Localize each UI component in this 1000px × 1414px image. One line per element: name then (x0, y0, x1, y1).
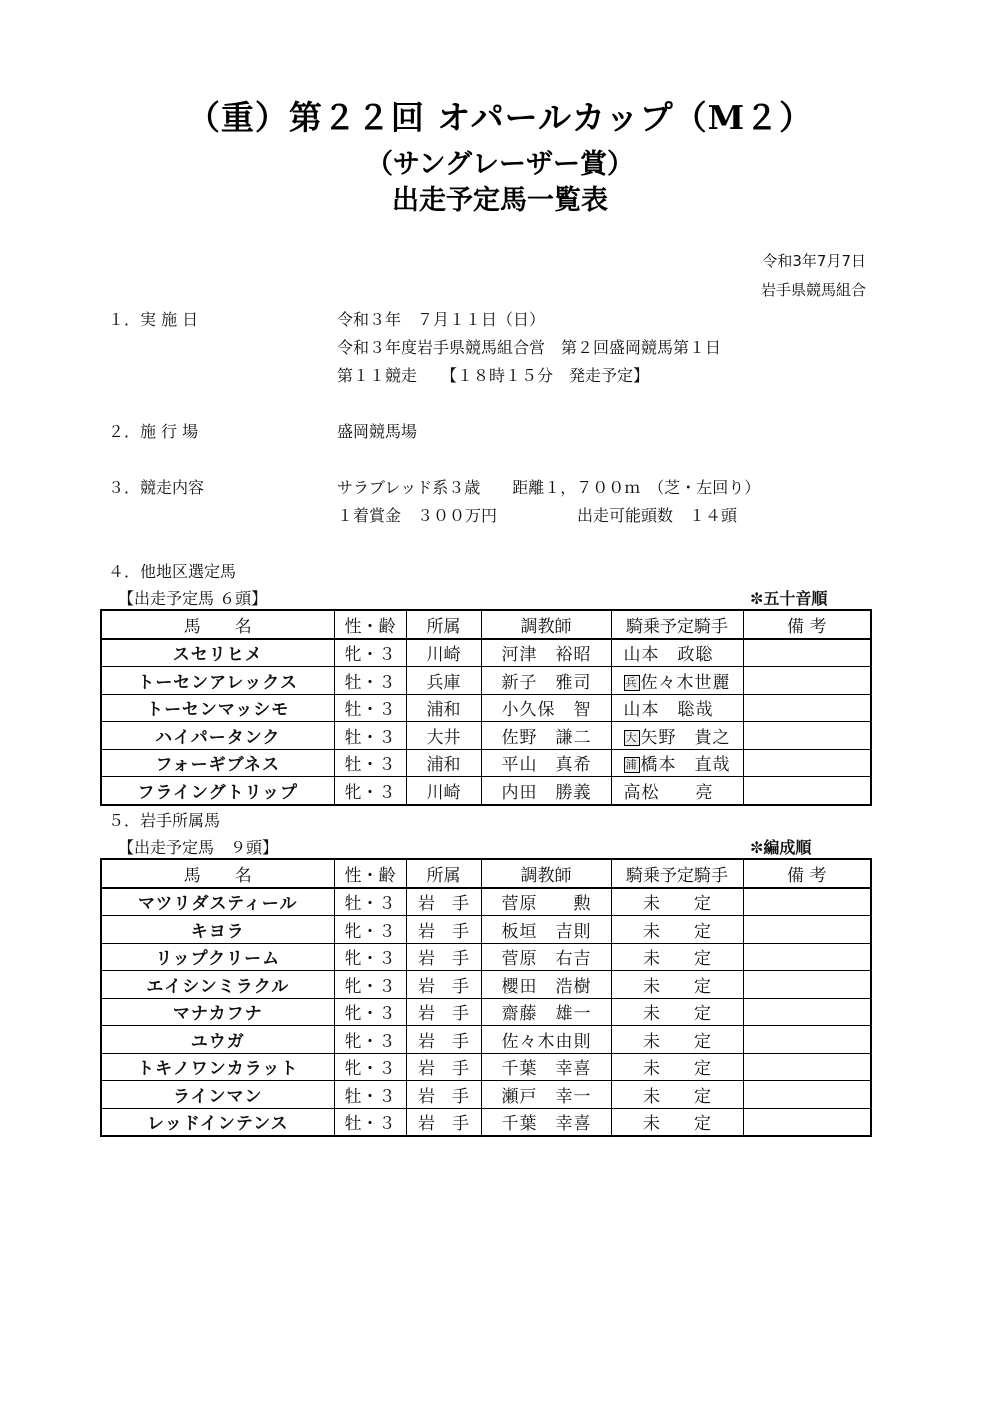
table-row (101, 888, 871, 916)
affiliation-cell: 岩 手 (406, 971, 481, 999)
horse-name-cell: フォーギブネス (101, 749, 334, 777)
column-header-affiliation: 所属 (406, 859, 481, 888)
jockey-cell: 未 定 (611, 1108, 743, 1136)
trainer-cell: 佐野 謙二 (481, 722, 611, 750)
item3-conditions: サラブレッド系３歳 距離１，７００ｍ （芝・左回り） (337, 478, 761, 497)
item1-meeting: 令和３年度岩手県競馬組合営 第２回盛岡競馬第１日 (337, 338, 722, 357)
section4-table (100, 609, 872, 806)
remarks-cell (743, 1053, 871, 1081)
affiliation-cell: 岩 手 (406, 943, 481, 971)
item2-label: ２．施 行 場 (108, 422, 199, 441)
horse-name-cell: エイシンミラクル (101, 971, 334, 999)
horse-name-cell: レッドインテンス (101, 1108, 334, 1136)
sex-age-cell: 牡・３ (334, 888, 406, 916)
table-row (101, 1108, 871, 1136)
trainer-cell: 佐々木由則 (481, 1026, 611, 1054)
jockey-cell: 未 定 (611, 998, 743, 1026)
issue-date: 令和3年7月7日 (762, 252, 866, 270)
organization: 岩手県競馬組合 (760, 281, 866, 299)
section4-label: ４．他地区選定馬 (108, 562, 237, 581)
jockey-affiliation-tag: 浦 (625, 758, 638, 772)
sex-age-cell: 牡・３ (334, 749, 406, 777)
remarks-cell (743, 667, 871, 695)
sex-age-cell: 牡・３ (334, 667, 406, 695)
sex-age-cell: 牡・３ (334, 722, 406, 750)
jockey-cell: 未 定 (611, 1026, 743, 1054)
remarks-cell (743, 777, 871, 805)
trainer-cell: 河津 裕昭 (481, 639, 611, 667)
horse-name-cell: トーセンアレックス (101, 667, 334, 695)
jockey-cell (611, 749, 743, 777)
column-header-horse: 馬 名 (101, 859, 334, 888)
horse-name-cell: マツリダスティール (101, 888, 334, 916)
column-header-trainer: 調教師 (481, 610, 611, 639)
sex-age-cell: 牝・３ (334, 943, 406, 971)
trainer-cell: 菅原 勲 (481, 888, 611, 916)
table-row (101, 1081, 871, 1109)
remarks-cell (743, 888, 871, 916)
sex-age-cell: 牝・３ (334, 971, 406, 999)
affiliation-cell: 岩 手 (406, 998, 481, 1026)
remarks-cell (743, 694, 871, 722)
section5-subheading: 【出走予定馬 ９頭】 (118, 838, 279, 857)
affiliation-cell: 兵庫 (406, 667, 481, 695)
column-header-remarks: 備 考 (743, 610, 871, 639)
jockey-cell: 未 定 (611, 888, 743, 916)
jockey-name: 橋本 直哉 (640, 755, 731, 776)
affiliation-cell: 浦和 (406, 749, 481, 777)
jockey-affiliation-tag: 兵 (625, 675, 638, 689)
horse-name-cell: ユウガ (101, 1026, 334, 1054)
item1-race-time: 第１１競走 【１８時１５分 発走予定】 (337, 366, 650, 385)
sex-age-cell: 牡・３ (334, 1081, 406, 1109)
sex-age-cell: 牝・３ (334, 1026, 406, 1054)
table-header-row (101, 859, 871, 888)
sex-age-cell: 牝・３ (334, 639, 406, 667)
remarks-cell (743, 916, 871, 944)
affiliation-cell: 岩 手 (406, 1026, 481, 1054)
horse-name-cell: ハイパータンク (101, 722, 334, 750)
jockey-cell: 未 定 (611, 1081, 743, 1109)
table-row (101, 916, 871, 944)
sex-age-cell: 牡・３ (334, 694, 406, 722)
column-header-trainer: 調教師 (481, 859, 611, 888)
remarks-cell (743, 639, 871, 667)
trainer-cell: 菅原 右吉 (481, 943, 611, 971)
remarks-cell (743, 1081, 871, 1109)
jockey-name: 矢野 貴之 (640, 727, 731, 748)
table-row (101, 971, 871, 999)
race-subtitle: （サングレーザー賞） (365, 149, 635, 180)
trainer-cell: 内田 勝義 (481, 777, 611, 805)
column-header-sex-age: 性・齢 (334, 610, 406, 639)
trainer-cell: 瀬戸 幸一 (481, 1081, 611, 1109)
sex-age-cell: 牝・３ (334, 1053, 406, 1081)
remarks-cell (743, 943, 871, 971)
sex-age-cell: 牝・３ (334, 998, 406, 1026)
table-row (101, 694, 871, 722)
jockey-cell: 未 定 (611, 943, 743, 971)
column-header-jockey: 騎乗予定騎手 (611, 859, 743, 888)
affiliation-cell: 岩 手 (406, 916, 481, 944)
remarks-cell (743, 1108, 871, 1136)
trainer-cell: 新子 雅司 (481, 667, 611, 695)
affiliation-cell: 川崎 (406, 639, 481, 667)
table-row (101, 998, 871, 1026)
trainer-cell: 千葉 幸喜 (481, 1108, 611, 1136)
remarks-cell (743, 749, 871, 777)
horse-name-cell: キヨラ (101, 916, 334, 944)
horse-name-cell: ラインマン (101, 1081, 334, 1109)
item1-label: １．実 施 日 (108, 310, 199, 329)
table-row (101, 943, 871, 971)
jockey-cell (611, 722, 743, 750)
horse-name-cell: マナカフナ (101, 998, 334, 1026)
jockey-cell: 未 定 (611, 971, 743, 999)
affiliation-cell: 川崎 (406, 777, 481, 805)
jockey-cell (611, 694, 743, 722)
remarks-cell (743, 998, 871, 1026)
remarks-cell (743, 1026, 871, 1054)
table-row (101, 639, 871, 667)
section4-order-note: ✼五十音順 (750, 589, 828, 608)
jockey-cell (611, 639, 743, 667)
trainer-cell: 平山 真希 (481, 749, 611, 777)
table-row (101, 667, 871, 695)
jockey-name: 高松 亮 (623, 782, 714, 803)
table-row (101, 1053, 871, 1081)
section5-table (100, 858, 872, 1137)
section5-order-note: ✼編成順 (750, 838, 812, 857)
section4-subheading: 【出走予定馬 ６頭】 (118, 589, 268, 608)
table-row (101, 1026, 871, 1054)
trainer-cell: 齋藤 雄一 (481, 998, 611, 1026)
trainer-cell: 千葉 幸喜 (481, 1053, 611, 1081)
affiliation-cell: 岩 手 (406, 1108, 481, 1136)
horse-name-cell: スセリヒメ (101, 639, 334, 667)
jockey-cell: 未 定 (611, 916, 743, 944)
trainer-cell: 小久保 智 (481, 694, 611, 722)
trainer-cell: 板垣 吉則 (481, 916, 611, 944)
horse-name-cell: トキノワンカラット (101, 1053, 334, 1081)
item3-prize: １着賞金 ３００万円 出走可能頭数 １４頭 (337, 506, 738, 525)
trainer-cell: 櫻田 浩樹 (481, 971, 611, 999)
jockey-name: 山本 聡哉 (623, 700, 714, 721)
horse-name-cell: トーセンマッシモ (101, 694, 334, 722)
table-row (101, 777, 871, 805)
sex-age-cell: 牡・３ (334, 1108, 406, 1136)
affiliation-cell: 岩 手 (406, 888, 481, 916)
column-header-remarks: 備 考 (743, 859, 871, 888)
jockey-cell (611, 777, 743, 805)
table-header-row (101, 610, 871, 639)
jockey-cell: 未 定 (611, 1053, 743, 1081)
section5-label: ５．岩手所属馬 (108, 811, 221, 830)
affiliation-cell: 浦和 (406, 694, 481, 722)
remarks-cell (743, 722, 871, 750)
jockey-affiliation-tag: 大 (625, 730, 638, 744)
column-header-jockey: 騎乗予定騎手 (611, 610, 743, 639)
horse-name-cell: リップクリーム (101, 943, 334, 971)
item2-venue: 盛岡競馬場 (337, 422, 418, 441)
affiliation-cell: 岩 手 (406, 1081, 481, 1109)
affiliation-cell: 大井 (406, 722, 481, 750)
sex-age-cell: 牝・３ (334, 777, 406, 805)
column-header-horse: 馬 名 (101, 610, 334, 639)
item1-date: 令和３年 ７月１１日（日） (337, 310, 546, 329)
column-header-affiliation: 所属 (406, 610, 481, 639)
affiliation-cell: 岩 手 (406, 1053, 481, 1081)
jockey-name: 佐々木世麗 (640, 672, 731, 693)
table-row (101, 722, 871, 750)
sex-age-cell: 牝・３ (334, 916, 406, 944)
column-header-sex-age: 性・齢 (334, 859, 406, 888)
list-heading: 出走予定馬一覧表 (392, 185, 608, 216)
remarks-cell (743, 971, 871, 999)
race-title: （重）第２２回 オパールカップ（M２） (186, 98, 814, 137)
table-row (101, 749, 871, 777)
jockey-cell (611, 667, 743, 695)
horse-name-cell: フライングトリップ (101, 777, 334, 805)
jockey-name: 山本 政聡 (623, 645, 714, 666)
item3-label: ３．競走内容 (108, 478, 205, 497)
